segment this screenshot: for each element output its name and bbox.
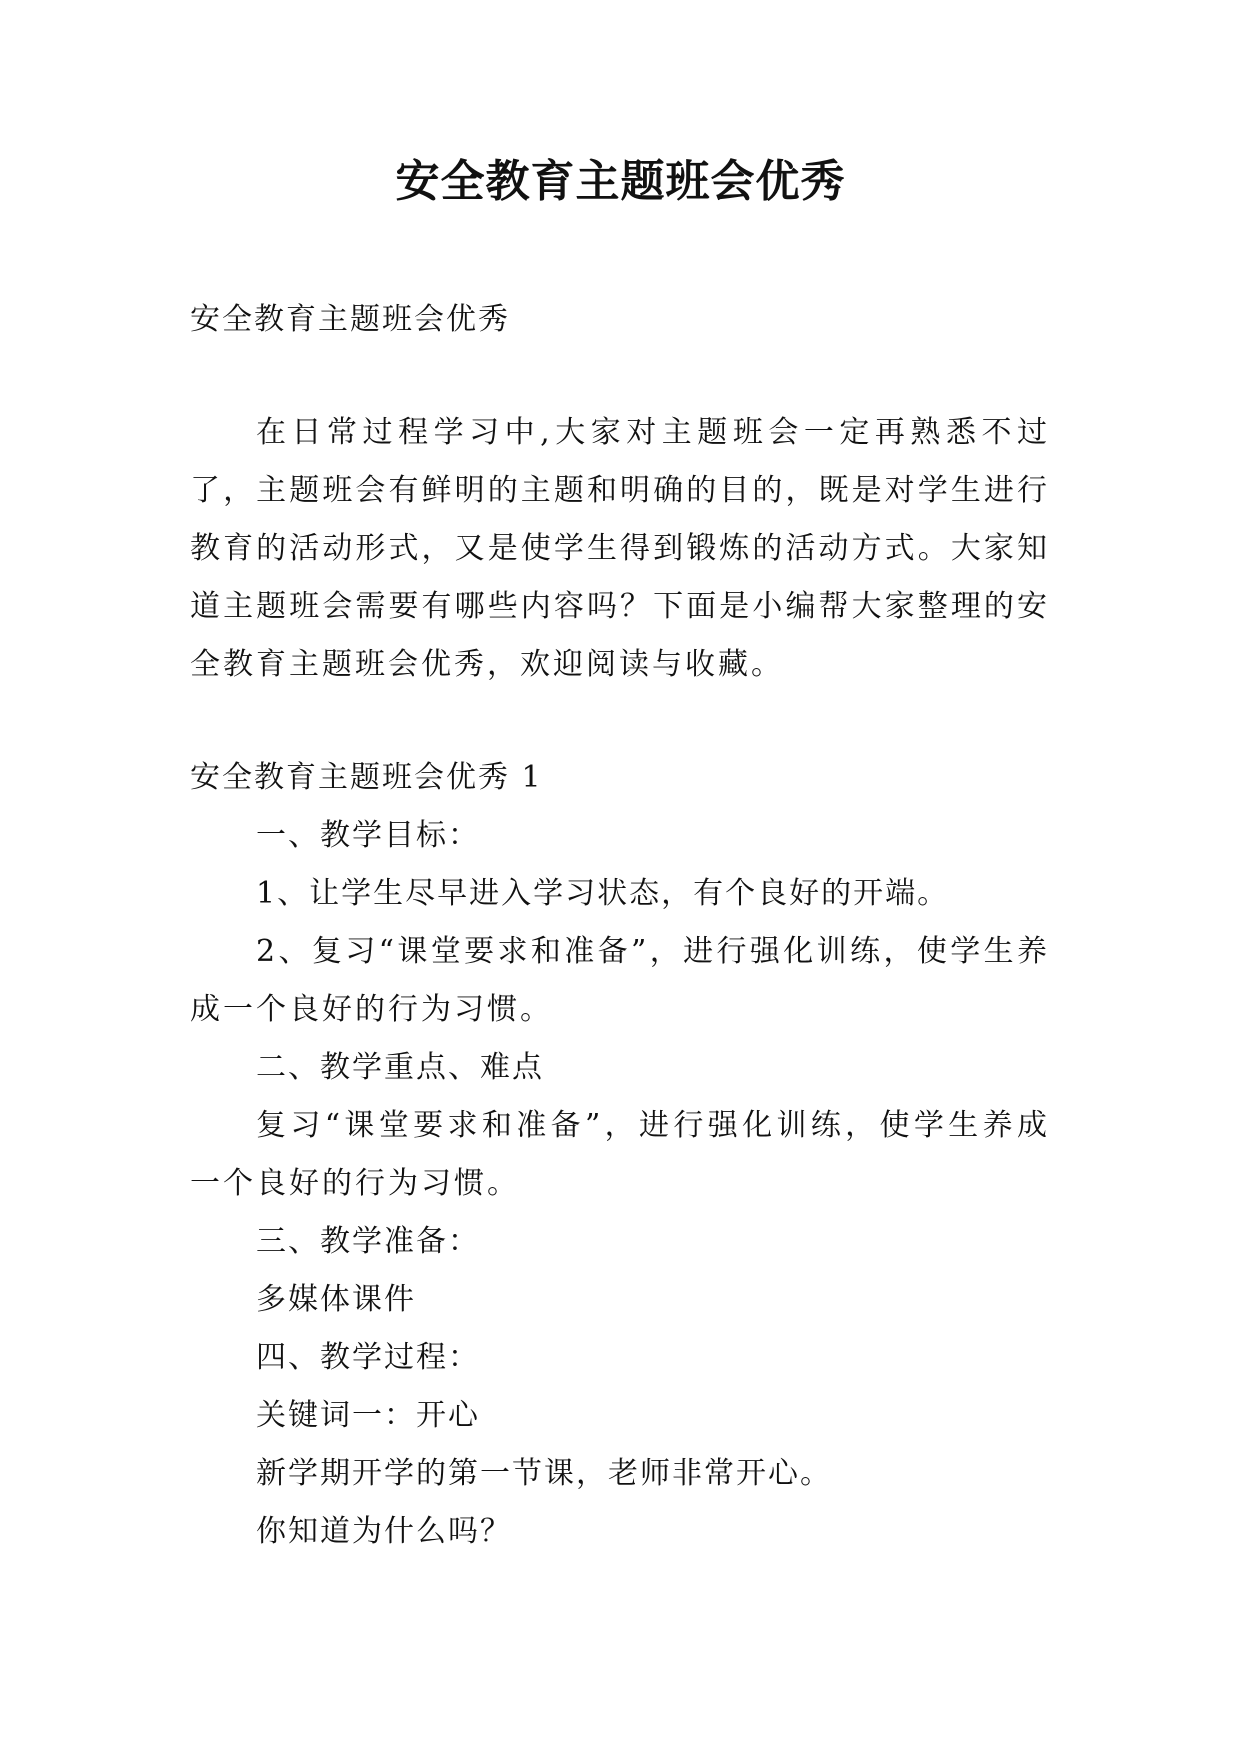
goal-item-1: 1、让学生尽早进入学习状态，有个良好的开端。 [256, 876, 950, 911]
document-title: 安全教育主题班会优秀 [395, 156, 846, 207]
section-heading: 安全教育主题班会优秀 1 [190, 760, 543, 795]
goal-item-2: 2、复习“课堂要求和准备”，进行强化训练，使学生养成一个良好的行为习惯。 [190, 934, 1050, 1027]
document-body [190, 291, 1050, 1561]
process-line-1: 新学期开学的第一节课，老师非常开心。 [256, 1456, 832, 1491]
preparation-text: 多媒体课件 [256, 1282, 416, 1317]
process-heading: 四、教学过程： [256, 1340, 480, 1375]
key-points-text: 复习“课堂要求和准备”，进行强化训练，使学生养成一个良好的行为习惯。 [190, 1108, 1050, 1201]
intro-paragraph: 在日常过程学习中,大家对主题班会一定再熟悉不过了，主题班会有鲜明的主题和明确的目的，既是对学生进行教育的活动形式，又是使学生得到锻炼的活动方式。大家知道主题班会需要有哪些内容吗？下面是小编帮大家整理的安全教育主题班会优秀，欢迎阅读与收藏。 [190, 415, 1050, 682]
preparation-heading: 三、教学准备： [256, 1224, 480, 1259]
key-points-heading: 二、教学重点、难点 [256, 1050, 544, 1085]
keyword-line: 关键词一：开心 [256, 1398, 480, 1433]
subtitle-line: 安全教育主题班会优秀 [190, 302, 510, 337]
process-question: 你知道为什么吗？ [256, 1514, 512, 1549]
goal-heading: 一、教学目标： [256, 818, 480, 853]
